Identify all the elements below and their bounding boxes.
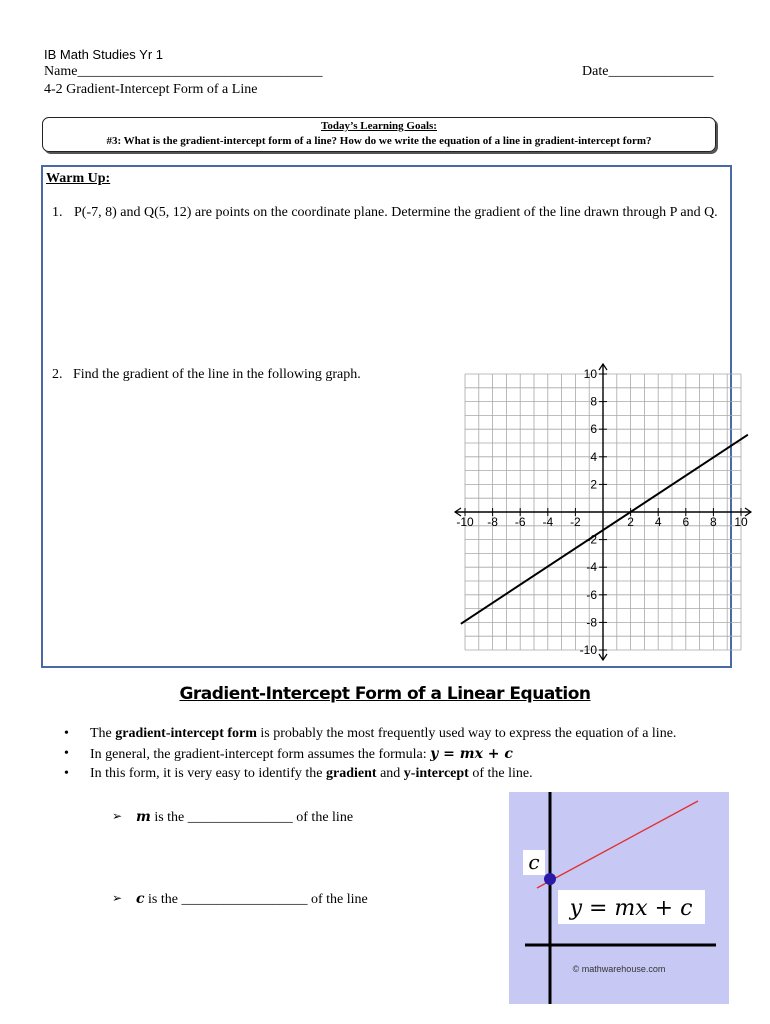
graph-line: [461, 435, 748, 624]
y-tick-label: -6: [586, 587, 597, 602]
question-2-number: 2.: [52, 367, 63, 382]
question-1-number: 1.: [52, 205, 63, 220]
warm-up-title: Warm Up:: [46, 171, 111, 186]
m-definition-text: is the _______________ of the line: [150, 810, 354, 825]
y-tick-label: -4: [586, 560, 597, 575]
learning-goals-box: [42, 117, 716, 152]
bullet-1-text: The: [90, 726, 116, 741]
bullet-symbol: •: [64, 726, 69, 741]
m-variable: m: [136, 809, 151, 825]
x-tick-label: -10: [456, 515, 474, 529]
bullet-3-bold-intercept: y-intercept: [403, 766, 469, 781]
bullet-symbol: •: [64, 746, 69, 761]
x-tick-label: 10: [734, 515, 748, 529]
question-1-text: P(-7, 8) and Q(5, 12) are points on the coordinate plane. Determine the gradient of the line drawn through P and Q.: [74, 205, 718, 220]
diagram-equation: y = mx + c: [569, 896, 693, 921]
bullet-1-text-end: is probably the most frequently used way to express the equation of a line.: [256, 726, 677, 741]
bullet-list: [64, 724, 744, 784]
x-tick-label: -6: [514, 515, 526, 529]
bullet-2-text: In general, the gradient-intercept form assumes the formula:: [90, 747, 431, 762]
y-tick-label: 10: [583, 367, 597, 381]
bullet-3-text-mid: and: [376, 766, 404, 781]
x-tick-label: 6: [682, 515, 690, 529]
c-definition-text: is the __________________ of the line: [144, 892, 368, 907]
name-field[interactable]: [44, 64, 322, 80]
name-blank: ___________________________________: [77, 64, 323, 79]
c-label: c: [528, 850, 540, 874]
bullet-item: [64, 744, 744, 764]
formula: y = mx + c: [430, 746, 513, 762]
bullet-item: [64, 764, 744, 784]
bullet-3-bold-gradient: gradient: [326, 766, 377, 781]
arrow-bullet-icon: ➢: [112, 891, 123, 905]
learning-goals-title: Today’s Learning Goals:: [321, 120, 437, 132]
bullet-symbol: •: [64, 766, 69, 781]
course-name: IB Math Studies Yr 1: [44, 47, 163, 62]
y-intercept-dot: [544, 873, 556, 885]
section-title: Gradient-Intercept Form of a Linear Equation: [179, 684, 591, 704]
y-tick-label: 6: [590, 422, 597, 437]
date-blank: _______________: [608, 64, 714, 79]
slope-intercept-diagram: [509, 792, 729, 1004]
x-tick-label: -4: [542, 515, 554, 529]
arrow-bullet-icon: ➢: [112, 809, 123, 823]
y-tick-label: -10: [579, 643, 597, 657]
x-tick-label: -8: [487, 515, 498, 529]
question-2: [52, 367, 361, 383]
x-tick-label: 4: [654, 515, 662, 529]
y-tick-label: -8: [586, 615, 597, 630]
y-tick-label: -2: [586, 532, 597, 547]
lesson-title: 4-2 Gradient-Intercept Form of a Line: [44, 82, 258, 97]
bullet-1-bold: gradient-intercept form: [115, 726, 257, 741]
x-tick-label: 8: [710, 515, 717, 529]
x-tick-label: -2: [570, 515, 581, 529]
m-definition: [112, 809, 412, 829]
y-tick-label: 8: [590, 394, 597, 409]
bullet-item: [64, 724, 744, 744]
name-label: Name: [44, 64, 78, 79]
question-2-text: Find the gradient of the line in the following graph.: [73, 367, 361, 382]
date-field[interactable]: [582, 64, 713, 80]
learning-goals-text: #3: What is the gradient-intercept form of a line? How do we write the equation of a line in gradient-intercept form?: [106, 135, 652, 147]
y-tick-label: 2: [590, 477, 597, 492]
y-tick-label: 4: [590, 449, 597, 464]
date-label: Date: [582, 64, 609, 79]
c-variable: c: [136, 891, 145, 907]
bullet-3-text: In this form, it is very easy to identify the: [90, 766, 327, 781]
coordinate-grid-graph: [425, 352, 748, 657]
c-definition: [112, 891, 412, 911]
x-tick-label: 2: [627, 515, 634, 529]
diagram-credit: © mathwarehouse.com: [572, 964, 666, 974]
bullet-3-text-end: of the line.: [468, 766, 533, 781]
